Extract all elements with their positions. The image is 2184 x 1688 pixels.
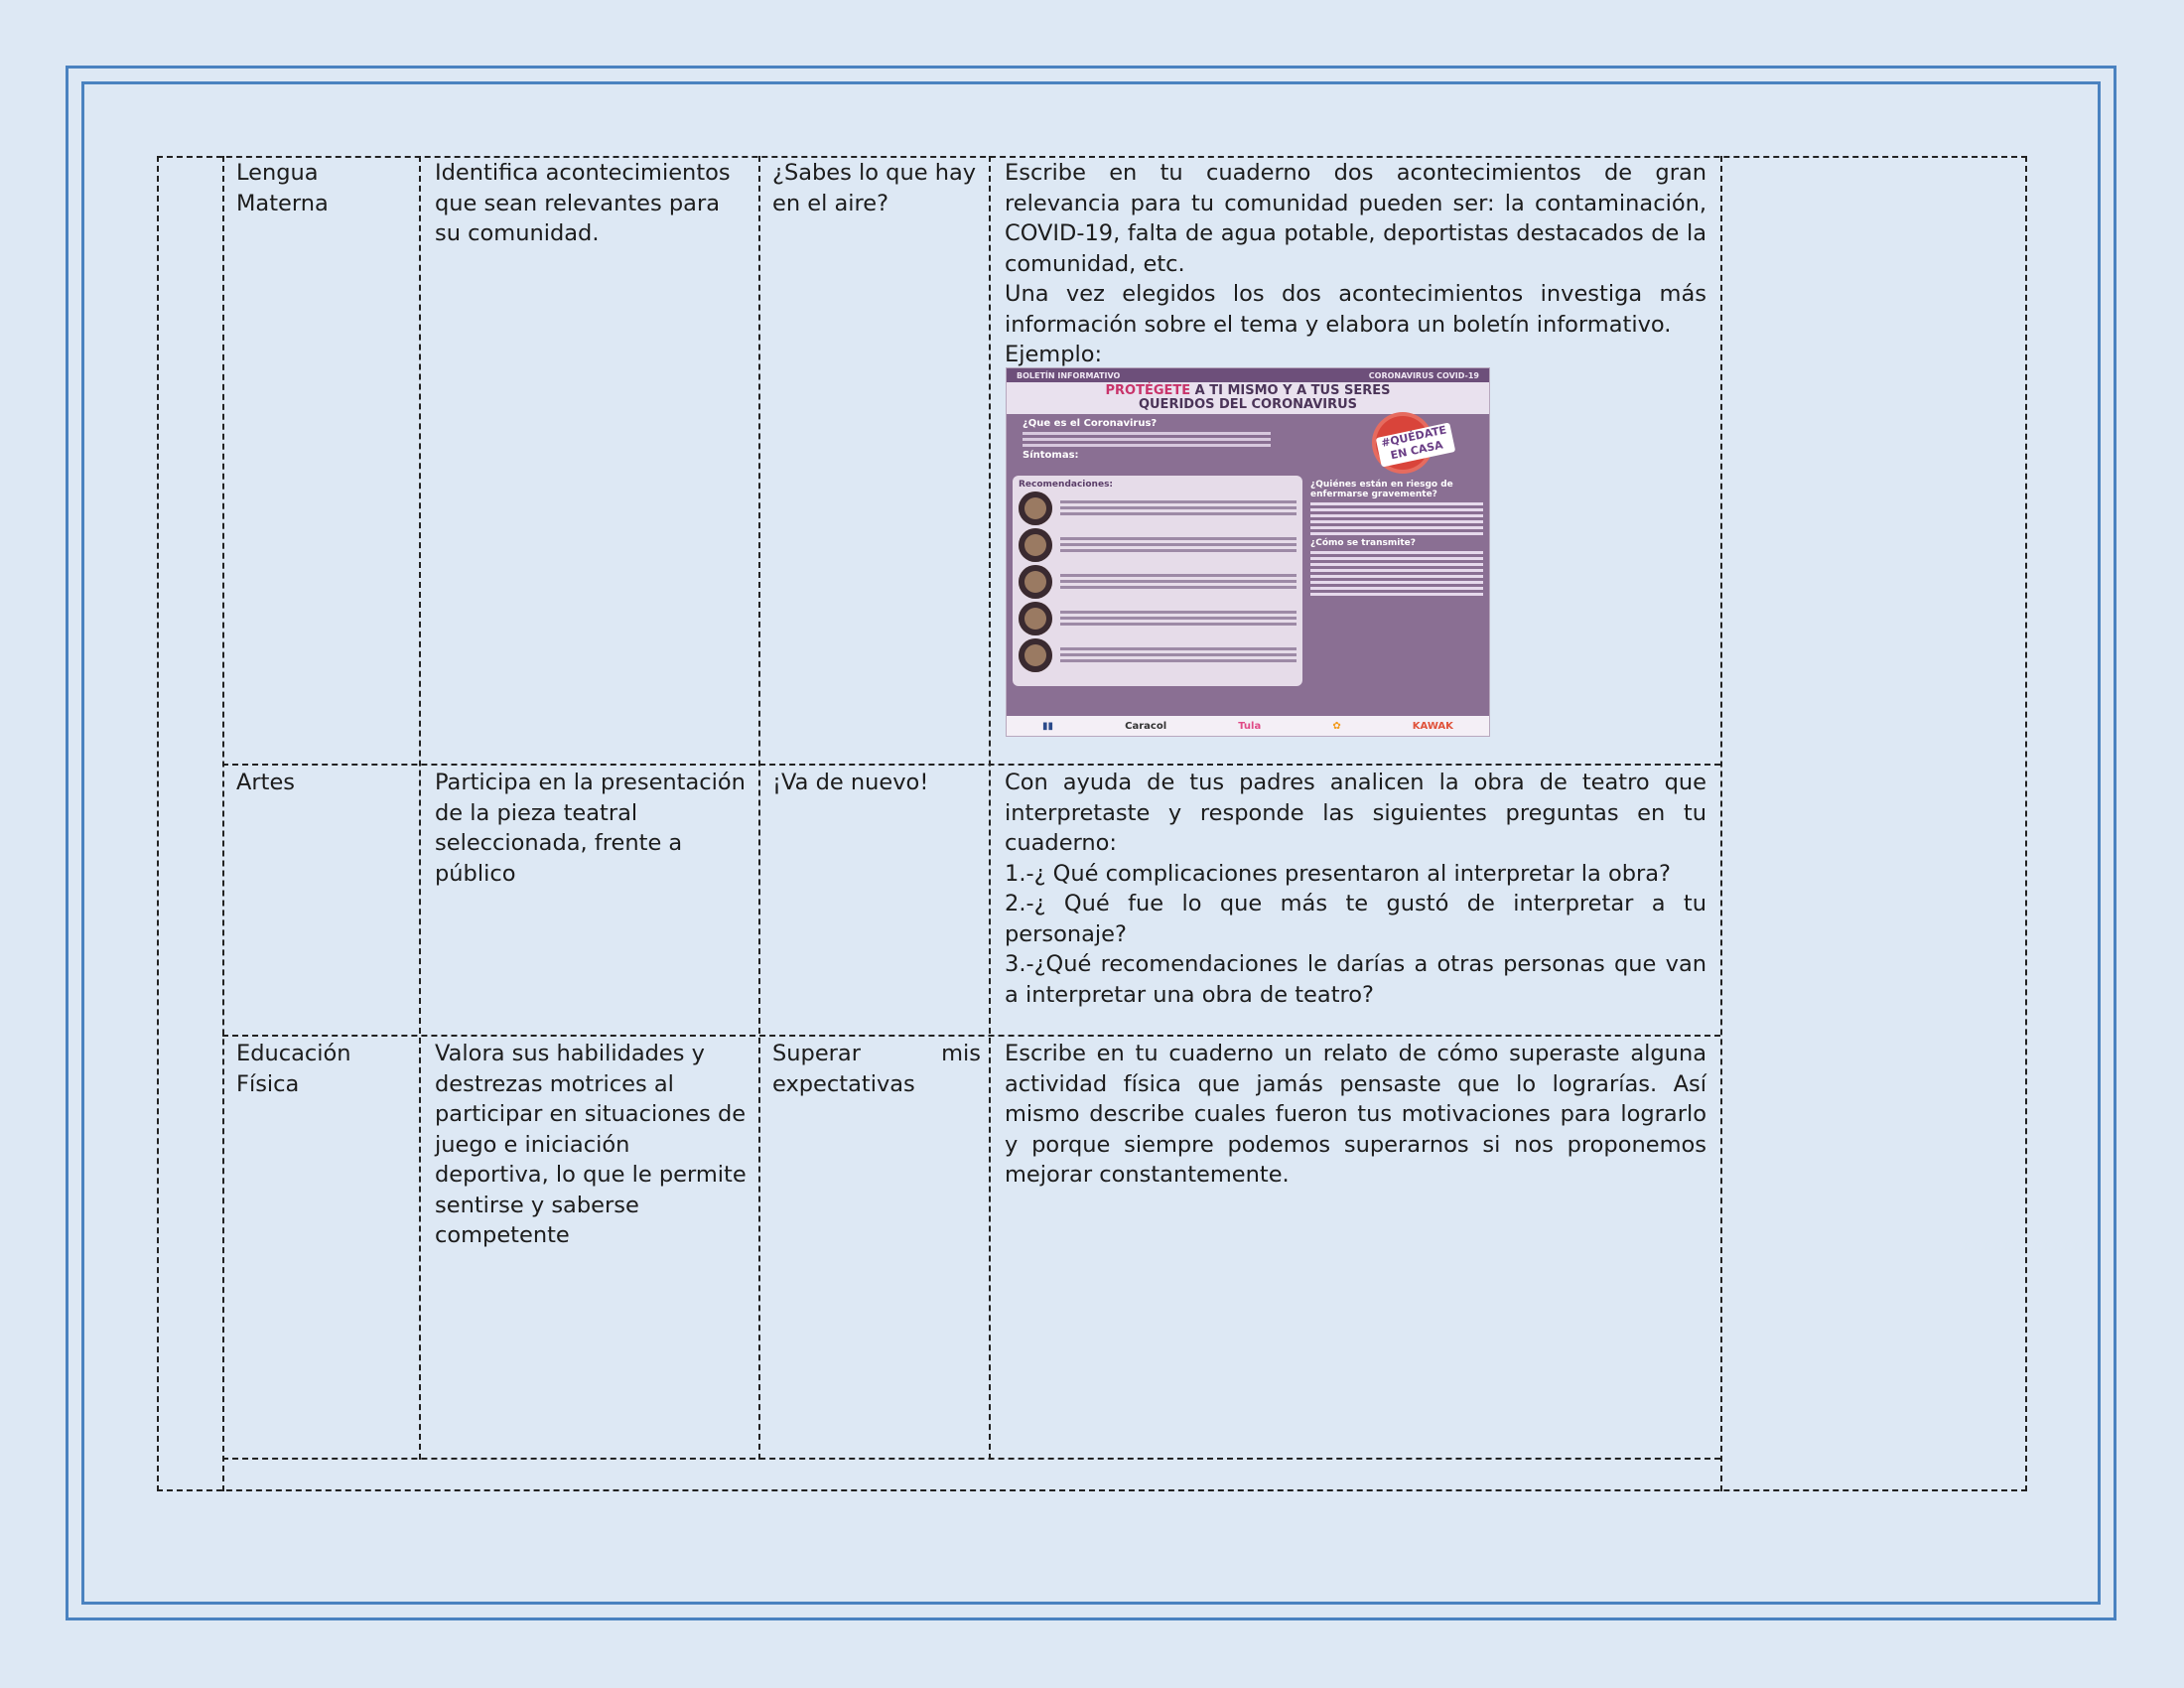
logo-kawak: KAWAK — [1412, 720, 1453, 732]
rec-item — [1019, 490, 1297, 526]
rec-item — [1019, 526, 1297, 563]
table-bottom-border — [157, 1489, 2027, 1491]
bulletin-top-right: CORONAVIRUS COVID-19 — [1368, 370, 1479, 380]
row1-activity — [1005, 156, 1706, 370]
contact-icon — [1019, 602, 1052, 635]
logo-tula: Tula — [1238, 720, 1262, 732]
bulletin-top-bar — [1007, 368, 1489, 382]
bulletin-footer-logos — [1007, 716, 1489, 736]
row3-activity: Escribe en tu cuaderno un relato de cómo superaste alguna actividad física que jamás pensaste que lo lograrías. Así mismo describe cuales fueron tus motivaciones para lograrlo y porque siempre podemos superarnos si nos proponemos mejorar constantemente. — [1005, 1041, 1706, 1188]
row1-activity-p3: Ejemplo: — [1005, 342, 1103, 367]
table-vline — [758, 156, 760, 1460]
row2-activity-q2: 2.-¿ Qué fue lo que más te gustó de interpretar a tu personaje? — [1005, 891, 1706, 947]
rec-item — [1019, 600, 1297, 636]
bulletin-risk-section — [1310, 476, 1483, 686]
bulletin-headline-1: PROTÉGETE — [1105, 383, 1191, 398]
row1-activity-p1: Escribe en tu cuaderno dos acontecimientos de gran relevancia para tu comunidad pueden ser: la contaminación, COVID-19, falta de agua potable, deportistas destacados de la comunidad, etc. — [1005, 160, 1706, 277]
row3-theme: Superar mis expectativas — [772, 1041, 981, 1097]
activities-table — [157, 156, 2027, 1491]
row3-learning: Valora sus habilidades y destrezas motrices al participar en situaciones de juego e iniciación deportiva, lo que le permite sentirse y saberse competente — [435, 1041, 747, 1248]
fever-icon — [1019, 638, 1052, 672]
table-vline — [222, 156, 224, 1491]
table-vline — [2025, 156, 2027, 1491]
bulletin-headline-2: A TI MISMO Y A TUS SERES — [1194, 383, 1391, 398]
bulletin-what-title: ¿Que es el Coronavirus? — [1023, 418, 1158, 429]
table-hline — [222, 1458, 1720, 1460]
bulletin-rec-title: Recomendaciones: — [1019, 480, 1114, 490]
row2-activity — [1005, 766, 1706, 1010]
bulletin-risk-text — [1310, 502, 1483, 535]
bulletin-headline-3: QUERIDOS DEL CORONAVIRUS — [1138, 397, 1358, 412]
logo-caracol: Caracol — [1125, 720, 1167, 732]
row1-subject: Lengua Materna — [236, 160, 329, 216]
rec-item — [1019, 563, 1297, 600]
bulletin-body — [1007, 472, 1489, 690]
bulletin-what-section — [1007, 414, 1489, 472]
row2-activity-p1: Con ayuda de tus padres analicen la obra de teatro que interpretaste y responde las siguientes preguntas en tu cuaderno: — [1005, 770, 1706, 856]
row1-theme: ¿Sabes lo que hay en el aire? — [772, 160, 977, 216]
row2-activity-q1: 1.-¿ Qué complicaciones presentaron al interpretar la obra? — [1005, 860, 1671, 887]
row2-activity-q3: 3.-¿Qué recomendaciones le darías a otras personas que van a interpretar una obra de teatro? — [1005, 951, 1706, 1008]
row2-theme: ¡Va de nuevo! — [772, 770, 929, 795]
bulletin-headline — [1007, 382, 1489, 414]
logo-gov: ▮▮ — [1042, 720, 1054, 732]
table-vline — [419, 156, 421, 1460]
row1-activity-p2: Una vez elegidos los dos acontecimientos investiga más información sobre el tema y elabora un boletín informativo. — [1005, 281, 1706, 338]
bulletin-top-left: BOLETÍN INFORMATIVO — [1017, 370, 1121, 380]
covid-bulletin-image — [1007, 368, 1489, 736]
bulletin-transmit-text — [1310, 551, 1483, 596]
table-vline — [1720, 156, 1722, 1491]
row2-learning: Participa en la presentación de la pieza teatral seleccionada, frente a público — [435, 770, 746, 887]
row1-learning: Identifica acontecimientos que sean relevantes para su comunidad. — [435, 160, 731, 246]
row2-subject: Artes — [236, 770, 296, 795]
bulletin-badge: #QUÉDATE EN CASA — [1376, 422, 1456, 467]
table-vline — [989, 156, 991, 1460]
logo-flower-icon: ✿ — [1332, 720, 1341, 732]
rec-item — [1019, 636, 1297, 673]
table-vline — [157, 156, 159, 1491]
cough-icon — [1019, 528, 1052, 562]
hand-wash-icon — [1019, 492, 1052, 525]
bulletin-recommendations — [1013, 476, 1302, 686]
bulletin-symptoms-title: Síntomas: — [1023, 450, 1079, 461]
bulletin-risk-title: ¿Quiénes están en riesgo de enfermarse gravemente? — [1310, 480, 1453, 499]
face-touch-icon — [1019, 565, 1052, 599]
row3-subject: Educación Física — [236, 1041, 351, 1097]
bulletin-transmit-title: ¿Cómo se transmite? — [1310, 538, 1416, 548]
